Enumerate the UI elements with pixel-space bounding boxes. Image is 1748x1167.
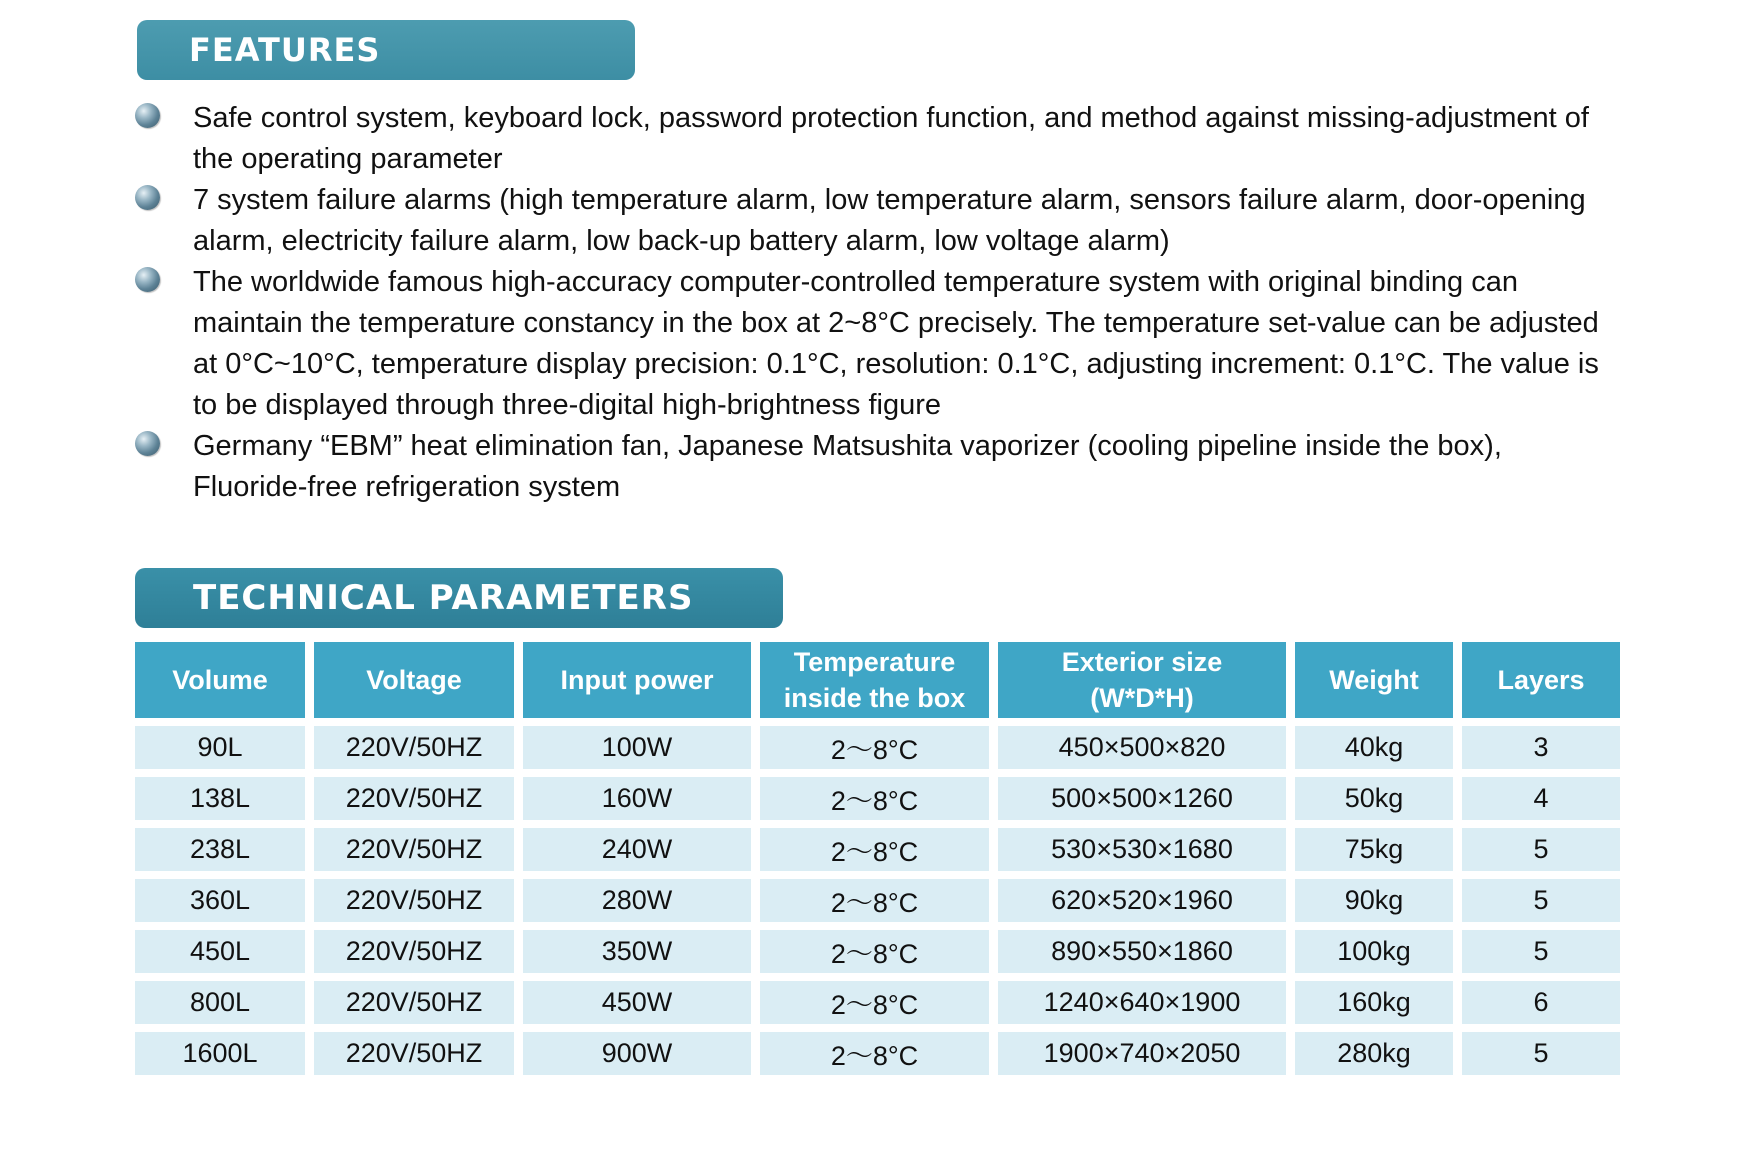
feature-text: The worldwide famous high-accuracy computer-controlled temperature system with original binding can maintain the temperature constancy in the box at 2~8°C precisely. The temperature set-value can be adjusted at 0°C~10°C, temperature display precision: 0.1°C, resolution: 0.1°C, adjusting increment: 0.1°C. The value is to be displayed through three-digital high-brightness figure — [193, 266, 1599, 421]
cell-voltage: 220V/50HZ — [314, 1032, 514, 1075]
features-title: FEATURES — [189, 31, 381, 69]
features-header — [137, 20, 635, 80]
cell-temperature: 2～8°C — [760, 981, 989, 1024]
technical-parameters-table — [126, 634, 1629, 1083]
table-row — [135, 828, 1620, 871]
sphere-bullet-icon — [135, 185, 160, 210]
column-header-input-power: Input power — [523, 642, 751, 718]
feature-text: Germany “EBM” heat elimination fan, Japanese Matsushita vaporizer (cooling pipeline inside the box), Fluoride-free refrigeration system — [193, 430, 1502, 503]
cell-temperature: 2～8°C — [760, 930, 989, 973]
table-row — [135, 981, 1620, 1024]
cell-voltage: 220V/50HZ — [314, 828, 514, 871]
cell-layers: 5 — [1462, 930, 1620, 973]
cell-volume: 90L — [135, 726, 305, 769]
table-header-row — [135, 642, 1620, 718]
cell-voltage: 220V/50HZ — [314, 726, 514, 769]
cell-volume: 450L — [135, 930, 305, 973]
column-header-layers: Layers — [1462, 642, 1620, 718]
cell-input-power: 450W — [523, 981, 751, 1024]
table-row — [135, 930, 1620, 973]
cell-volume: 1600L — [135, 1032, 305, 1075]
cell-layers: 5 — [1462, 1032, 1620, 1075]
column-header-exterior-size: Exterior size (W*D*H) — [998, 642, 1286, 718]
cell-layers: 4 — [1462, 777, 1620, 820]
cell-layers: 5 — [1462, 879, 1620, 922]
cell-volume: 138L — [135, 777, 305, 820]
cell-volume: 238L — [135, 828, 305, 871]
feature-item — [135, 98, 1615, 180]
cell-volume: 800L — [135, 981, 305, 1024]
feature-item — [135, 180, 1615, 262]
cell-input-power: 100W — [523, 726, 751, 769]
table-row — [135, 879, 1620, 922]
cell-input-power: 900W — [523, 1032, 751, 1075]
table-row — [135, 777, 1620, 820]
cell-exterior-size: 530×530×1680 — [998, 828, 1286, 871]
cell-voltage: 220V/50HZ — [314, 777, 514, 820]
feature-text: Safe control system, keyboard lock, password protection function, and method against missing-adjustment of the operating parameter — [193, 102, 1589, 175]
cell-layers: 6 — [1462, 981, 1620, 1024]
cell-temperature: 2～8°C — [760, 777, 989, 820]
cell-voltage: 220V/50HZ — [314, 930, 514, 973]
cell-exterior-size: 1900×740×2050 — [998, 1032, 1286, 1075]
cell-weight: 90kg — [1295, 879, 1453, 922]
feature-item — [135, 262, 1615, 426]
cell-volume: 360L — [135, 879, 305, 922]
cell-temperature: 2～8°C — [760, 879, 989, 922]
cell-exterior-size: 500×500×1260 — [998, 777, 1286, 820]
sphere-bullet-icon — [135, 431, 160, 456]
cell-voltage: 220V/50HZ — [314, 981, 514, 1024]
cell-exterior-size: 1240×640×1900 — [998, 981, 1286, 1024]
technical-parameters-header — [135, 568, 783, 628]
feature-text: 7 system failure alarms (high temperature alarm, low temperature alarm, sensors failure alarm, door-opening alarm, electricity failure alarm, low back-up battery alarm, low voltage alarm) — [193, 184, 1586, 257]
cell-voltage: 220V/50HZ — [314, 879, 514, 922]
cell-temperature: 2～8°C — [760, 1032, 989, 1075]
cell-layers: 3 — [1462, 726, 1620, 769]
cell-exterior-size: 890×550×1860 — [998, 930, 1286, 973]
cell-weight: 40kg — [1295, 726, 1453, 769]
cell-input-power: 280W — [523, 879, 751, 922]
cell-weight: 75kg — [1295, 828, 1453, 871]
cell-weight: 160kg — [1295, 981, 1453, 1024]
table-row — [135, 1032, 1620, 1075]
cell-weight: 100kg — [1295, 930, 1453, 973]
cell-input-power: 240W — [523, 828, 751, 871]
table-row — [135, 726, 1620, 769]
cell-temperature: 2～8°C — [760, 726, 989, 769]
cell-exterior-size: 620×520×1960 — [998, 879, 1286, 922]
cell-temperature: 2～8°C — [760, 828, 989, 871]
features-list — [135, 98, 1615, 508]
cell-input-power: 160W — [523, 777, 751, 820]
column-header-temperature: Temperature inside the box — [760, 642, 989, 718]
cell-input-power: 350W — [523, 930, 751, 973]
column-header-weight: Weight — [1295, 642, 1453, 718]
sphere-bullet-icon — [135, 267, 160, 292]
cell-weight: 50kg — [1295, 777, 1453, 820]
sphere-bullet-icon — [135, 103, 160, 128]
column-header-voltage: Voltage — [314, 642, 514, 718]
cell-exterior-size: 450×500×820 — [998, 726, 1286, 769]
cell-layers: 5 — [1462, 828, 1620, 871]
column-header-volume: Volume — [135, 642, 305, 718]
feature-item — [135, 426, 1615, 508]
cell-weight: 280kg — [1295, 1032, 1453, 1075]
technical-parameters-title: TECHNICAL PARAMETERS — [193, 578, 694, 618]
